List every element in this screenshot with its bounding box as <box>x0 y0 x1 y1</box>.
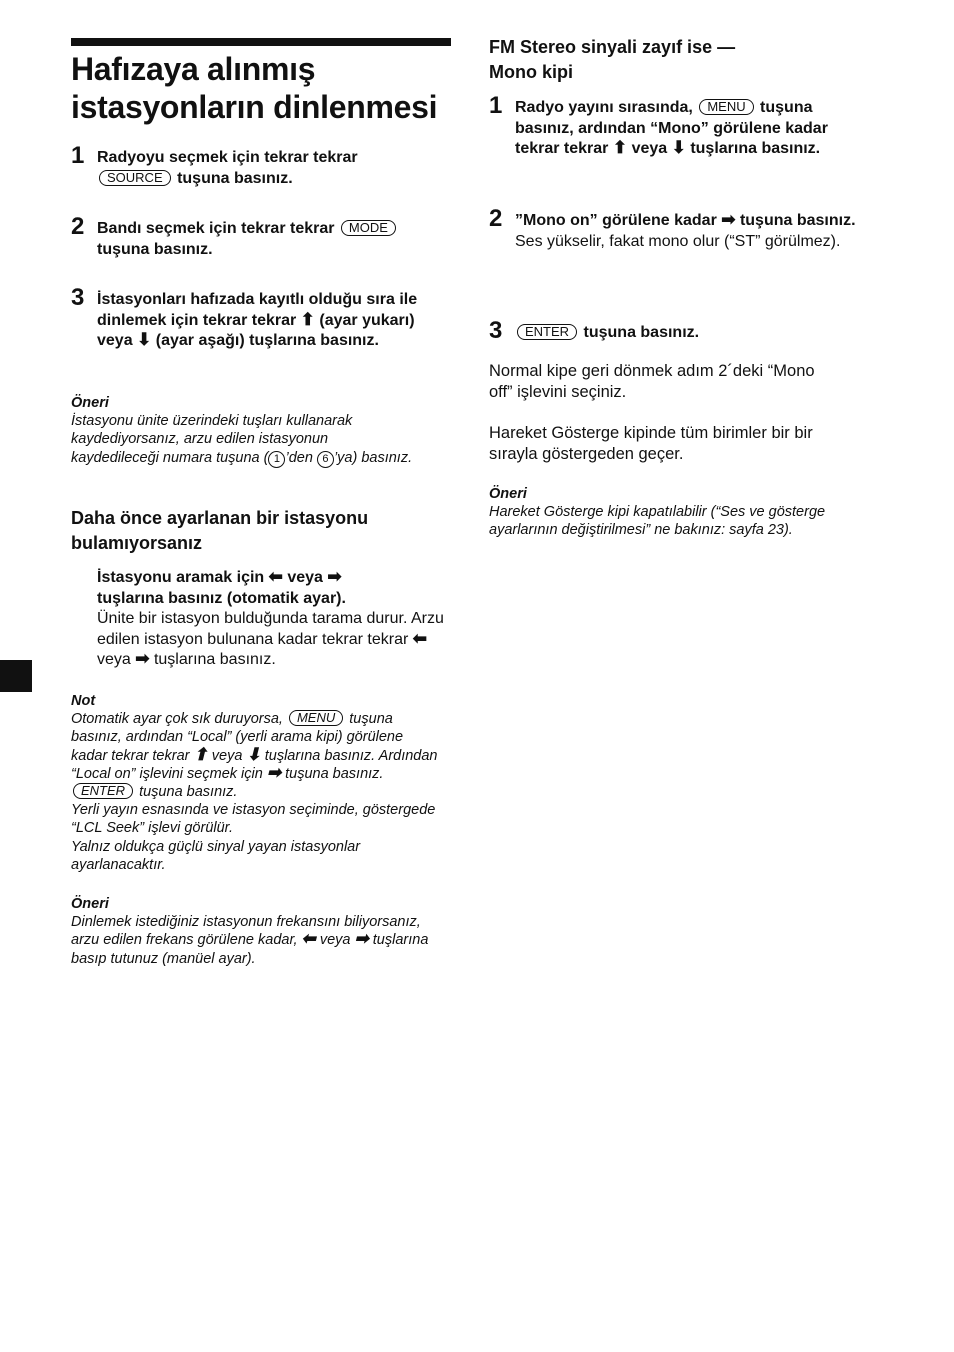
arrow-left-icon: ⬅ <box>412 628 427 648</box>
left-tip-2: Öneri Dinlemek istediğiniz istasyonun frekansını biliyorsanız, arzu edilen frekans görülene kadar, ⬅ veya ➡ tuşlarına basıp tutunuz (manüel ayar). <box>71 896 429 967</box>
key-6: 6 <box>317 451 334 468</box>
page-title: Hafızaya alınmış istasyonların dinlenmesi <box>71 51 438 125</box>
section-tab <box>0 660 32 692</box>
arrow-right-icon: ➡ <box>135 649 150 668</box>
arrow-left-icon: ⬅ <box>268 567 283 586</box>
mode-key: MODE <box>341 220 396 236</box>
enter-key: ENTER <box>73 783 133 799</box>
left-tip-1: Öneri İstasyonu ünite üzerindeki tuşları kullanarak kaydediyorsanız, arzu edilen istasyonun kaydedileceği numara tuşuna ( 1 ’den 6 ’ya) basınız. <box>71 395 413 466</box>
step-number: 1 <box>71 142 85 169</box>
step-number: 3 <box>489 317 503 344</box>
arrow-up-icon: ⬆ <box>612 138 628 157</box>
right-heading: FM Stereo sinyali zayıf ise — Mono kipi <box>489 37 736 82</box>
arrow-down-icon: ⬇ <box>137 330 152 349</box>
arrow-left-icon: ⬅ <box>301 929 316 949</box>
step-number: 1 <box>489 92 503 119</box>
step-number: 3 <box>71 284 85 311</box>
step-number: 2 <box>71 213 85 240</box>
right-tip: Öneri Hareket Gösterge kipi kapatılabilir (“Ses ve gösterge ayarlarının değiştirilmesi” ne bakınız: sayfa 23). <box>489 486 826 539</box>
left-step-1: 1 Radyoyu seçmek için tekrar tekrar SOURCE tuşuna basınız. <box>71 142 358 187</box>
right-step-2: 2 ”Mono on” görülene kadar ➡ tuşuna basınız. Ses yükselir, fakat mono olur (“ST” görülmez). <box>489 205 856 250</box>
menu-key: MENU <box>289 710 343 726</box>
step-number: 2 <box>489 205 503 232</box>
title-rule <box>71 38 451 46</box>
right-paragraph-2: Hareket Gösterge kipinde tüm birimler bir bir sırayla göstergeden geçer. <box>489 424 813 463</box>
left-step-3: 3 İstasyonları hafızada kayıtlı olduğu sıra ile dinlemek için tekrar tekrar ⬆ (ayar yukarı) veya ⬇ (ayar aşağı) tuşlarına basınız. <box>71 284 418 349</box>
enter-key: ENTER <box>517 324 577 340</box>
source-key: SOURCE <box>99 170 171 186</box>
left-note: Not Otomatik ayar çok sık duruyorsa, MENU tuşuna basınız, ardından “Local” (yerli arama kipi) görülene kadar tekrar tekrar ⬆ veya ⬇ tuşlarına basınız. Ardından “Local on” işlevini seçmek için ➡ tuşuna basınız. ENTER tuşuna basınız. Yerli yayın esnasında ve istasyon seçiminde, göstergede “LCL Seek” işlevi görülür. Yalnız oldukça güçlü sinyal yayan istasyonlar ayarlanacaktır. <box>71 693 438 873</box>
arrow-right-icon: ➡ <box>354 929 369 949</box>
left-step-2: 2 Bandı seçmek için tekrar tekrar MODE tuşuna basınız. <box>71 219 461 260</box>
arrow-up-icon: ⬆ <box>300 309 315 329</box>
arrow-right-icon: ➡ <box>266 762 282 782</box>
arrow-up-icon: ⬆ <box>193 744 208 764</box>
key-1: 1 <box>268 451 285 468</box>
right-step-3: 3 ENTER tuşuna basınız. <box>489 317 700 344</box>
menu-key: MENU <box>699 99 753 115</box>
arrow-down-icon: ⬇ <box>246 744 261 764</box>
left-search-step: İstasyonu aramak için ⬅ veya ➡ tuşlarına basınız (otomatik ayar). Ünite bir istasyon bulduğunda tarama durur. Arzu edilen istasyon bulunana kadar tekrar tekrar ⬅ veya ➡ tuşlarına basınız. <box>97 567 444 668</box>
arrow-right-icon: ➡ <box>721 210 736 229</box>
arrow-down-icon: ⬇ <box>671 138 686 157</box>
right-step-1: 1 Radyo yayını sırasında, MENU tuşuna basınız, ardından “Mono” görülene kadar tekrar tekrar ⬆ veya ⬇ tuşlarına basınız. <box>489 92 828 157</box>
arrow-right-icon: ➡ <box>327 567 342 586</box>
subheading: Daha önce ayarlanan bir istasyonu bulamıyorsanız <box>71 508 369 553</box>
right-paragraph-1: Normal kipe geri dönmek adım 2´deki “Mono off” işlevini seçiniz. <box>489 362 815 401</box>
